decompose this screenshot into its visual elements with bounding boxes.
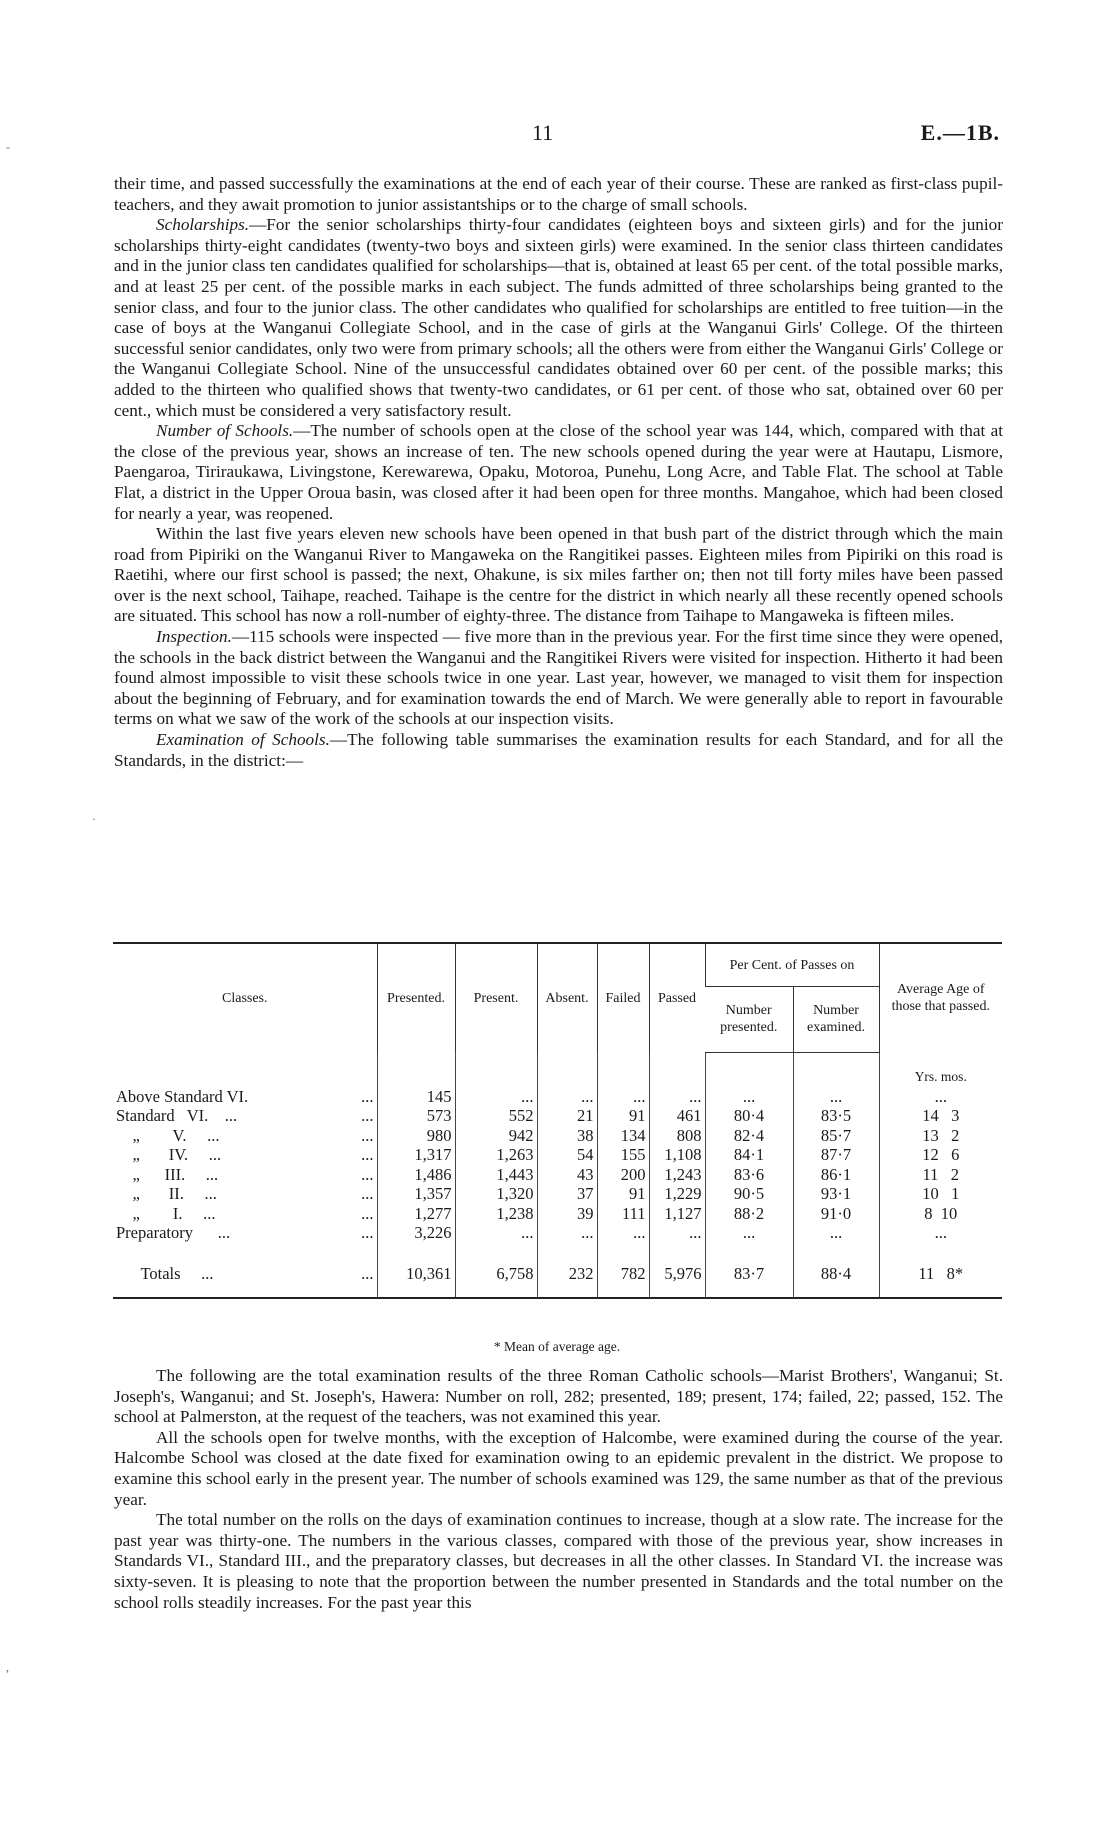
- paragraph: [114, 524, 1003, 627]
- class-label: [113, 1184, 377, 1204]
- leader-dots: ...: [361, 1106, 374, 1125]
- scan-mark: ,: [6, 1660, 9, 1674]
- cell-pct-presented: 90·5: [705, 1184, 793, 1204]
- cell-present: 1,320: [455, 1184, 537, 1204]
- cell-absent: 43: [537, 1165, 597, 1185]
- cell-failed: 111: [597, 1204, 649, 1224]
- col-header-absent: Absent.: [537, 943, 597, 1052]
- paragraph-text: Within the last five years eleven new schools have been opened in that bush part of the district through which the main road from Pipiriki on the Wanganui River to Mangaweka on the Rangitikei passes. Eighteen miles from Pipiriki on this road is Raetihi, where our first school is passed; the next, Ohakune, is six miles farther on; then not till forty miles have been passed over is the next school, Taihape, reached. Taihape is the centre for the district in which nearly all these recently opened schools are situated. This school has now a roll-number of eighty-three. The distance from Taihape to Mangaweka is fifteen miles.: [114, 524, 1003, 626]
- cell-present: 1,238: [455, 1204, 537, 1224]
- leader-dots: ...: [361, 1125, 374, 1145]
- cell-age: 10 1: [879, 1184, 1002, 1204]
- class-name: Preparatory ...: [116, 1223, 231, 1242]
- table-row: [113, 1204, 1002, 1224]
- cell-present: ...: [455, 1223, 537, 1243]
- cell-present: 1,443: [455, 1165, 537, 1185]
- cell-absent: 21: [537, 1106, 597, 1126]
- cell-pct-presented: ...: [705, 1087, 793, 1107]
- cell-failed: 155: [597, 1145, 649, 1165]
- col-header-average-age: Average Age of those that passed.: [879, 943, 1002, 1052]
- cell-pct-examined: 91·0: [793, 1204, 879, 1224]
- cell-pct-presented: 84·1: [705, 1145, 793, 1165]
- cell-age: 13 2: [879, 1126, 1002, 1146]
- col-header-failed: Failed: [597, 943, 649, 1052]
- cell-pct-presented: 83·6: [705, 1165, 793, 1185]
- cell-failed: 134: [597, 1126, 649, 1146]
- cell-pct-examined: 86·1: [793, 1165, 879, 1185]
- cell-presented: 145: [377, 1087, 455, 1107]
- class-label: [113, 1087, 377, 1107]
- col-header-per-cent-group: Per Cent. of Passes on: [705, 943, 879, 987]
- cell-age: ...: [879, 1223, 1002, 1243]
- cell-absent: 39: [537, 1204, 597, 1224]
- paragraph: [114, 215, 1003, 421]
- section-heading: Examination of Schools.: [156, 730, 330, 750]
- paragraph-text: The total number on the rolls on the days of examination continues to increase, though at a slow rate. The increase for the past year was thirty-one. The numbers in the various classes, compared with those of the previous year, show increases in Standards VI., Standard III., and the preparatory classes, but decreases in all the other classes. In Standard VI. the increase was sixty-seven. It is pleasing to note that the proportion between the number presented in Standards and the total number on the school rolls steadily increases. For the past year this: [114, 1510, 1003, 1612]
- class-name: „ II. ...: [116, 1184, 217, 1203]
- class-name: „ IV. ...: [116, 1145, 222, 1164]
- leader-dots: ...: [361, 1145, 374, 1164]
- cell-pct-examined: 87·7: [793, 1145, 879, 1165]
- col-header-classes: Classes.: [113, 943, 377, 1052]
- cell-failed: 91: [597, 1106, 649, 1126]
- totals-row: [113, 1251, 1002, 1298]
- cell-age: 8 10: [879, 1204, 1002, 1224]
- cell-passed: ...: [649, 1223, 705, 1243]
- paragraph: [114, 730, 1003, 771]
- cell-absent: 38: [537, 1126, 597, 1146]
- examination-results-table: [113, 942, 1002, 1299]
- cell-passed: 1,127: [649, 1204, 705, 1224]
- paragraph: [114, 421, 1003, 524]
- col-header-presented: Presented.: [377, 943, 455, 1052]
- cell-failed: ...: [597, 1087, 649, 1107]
- class-label: [113, 1204, 377, 1224]
- cell-passed: 5,976: [649, 1251, 705, 1298]
- col-header-passed: Passed: [649, 943, 705, 1052]
- paragraph-text: —The following table summarises the examination results for each Standard, and for all the Standards, in the district:—: [114, 730, 1004, 770]
- paragraph: [114, 174, 1003, 215]
- cell-passed: ...: [649, 1087, 705, 1107]
- leader-dots: ...: [361, 1263, 374, 1283]
- table-footnote: * Mean of average age.: [493, 1339, 621, 1354]
- cell-pct-presented: 83·7: [705, 1251, 793, 1298]
- cell-age: 11 2: [879, 1165, 1002, 1185]
- age-units: Yrs. mos.: [879, 1052, 1002, 1087]
- section-heading: Scholarships.: [156, 215, 250, 235]
- spacer-row: [113, 1243, 1002, 1251]
- table-row: [113, 1145, 1002, 1165]
- table-row: [113, 1165, 1002, 1185]
- table-row: [113, 1087, 1002, 1107]
- class-label: [113, 1106, 377, 1126]
- cell-pct-presented: 82·4: [705, 1126, 793, 1146]
- cell-absent: 54: [537, 1145, 597, 1165]
- class-label: [113, 1251, 377, 1298]
- leader-dots: ...: [361, 1203, 374, 1223]
- units-row: [113, 1052, 1002, 1087]
- cell-pct-examined: ...: [793, 1087, 879, 1107]
- class-name: „ V. ...: [116, 1125, 220, 1145]
- scan-mark: ·: [92, 812, 96, 826]
- cell-failed: 782: [597, 1251, 649, 1298]
- class-label: [113, 1165, 377, 1185]
- class-name: Above Standard VI.: [116, 1086, 249, 1106]
- cell-pct-examined: 93·1: [793, 1184, 879, 1204]
- cell-passed: 1,108: [649, 1145, 705, 1165]
- cell-present: 552: [455, 1106, 537, 1126]
- scan-mark: -: [6, 140, 10, 154]
- page-header: [112, 120, 1000, 160]
- cell-presented: 980: [377, 1126, 455, 1146]
- body-text-top: [114, 174, 1003, 771]
- cell-failed: 91: [597, 1184, 649, 1204]
- cell-presented: 1,317: [377, 1145, 455, 1165]
- document-reference: E.—1B.: [920, 120, 1000, 145]
- class-name: Totals ...: [116, 1263, 214, 1283]
- cell-absent: 232: [537, 1251, 597, 1298]
- paragraph-text: —For the senior scholarships thirty-four candidates (eighteen boys and sixteen girls) and for the junior scholarships thirty-eight candidates (twenty-two boys and sixteen girls) were examined. In the senior class thirteen candidates and in the junior class ten candidates qualified for scholarships—that is, obtained at least 65 per cent. of the total possible marks, and at least 25 per cent. of the possible marks in each subject. The funds admitted of three scholarships being granted to the senior class, and four to the junior class. The other candidates who qualified for scholarships are entitled to free tuition—in the case of boys at the Wanganui Collegiate School, and in the case of girls at the Wanganui Girls' College. Of the thirteen successful senior candidates, only two were from primary schools; all the others were from either the Wanganui Girls' College or the Wanganui Collegiate School. Nine of the unsuccessful candidates obtained over 60 per cent. of the possible marks; this added to the thirteen who qualified shows that twenty-two candidates, or 61 per cent. of those who sat, obtained over 60 per cent., which must be considered a very satisfactory result.: [114, 215, 1003, 420]
- leader-dots: ...: [361, 1164, 374, 1184]
- section-heading: Number of Schools.: [156, 421, 294, 441]
- table-row: [113, 1184, 1002, 1204]
- paragraph-text: All the schools open for twelve months, with the exception of Halcombe, were examined during the course of the year. Halcombe School was closed at the date fixed for examination owing to an epidemic prevalent in the district. We propose to examine this school early in the present year. The number of schools examined was 129, the same number as that of the previous year.: [114, 1427, 1003, 1509]
- paragraph-text: —The number of schools open at the close of the school year was 144, which, compared with that at the close of the previous year, shows an increase of ten. The new schools opened during the year were at Hautapu, Lismore, Paengaroa, Tiriraukawa, Livingstone, Kerewarewa, Opaku, Motoroa, Punehu, Long Acre, and Table Flat. The school at Table Flat, a district in the Upper Oroua basin, was closed after it had been open for three months. Mangahoe, which had been closed for nearly a year, was reopened.: [114, 421, 1003, 523]
- cell-presented: 1,357: [377, 1184, 455, 1204]
- cell-pct-examined: ...: [793, 1223, 879, 1243]
- cell-absent: 37: [537, 1184, 597, 1204]
- cell-present: 6,758: [455, 1251, 537, 1298]
- cell-pct-presented: ...: [705, 1223, 793, 1243]
- cell-age: 14 3: [879, 1106, 1002, 1126]
- paragraph: [114, 1428, 1003, 1510]
- cell-passed: 461: [649, 1106, 705, 1126]
- cell-presented: 1,486: [377, 1165, 455, 1185]
- paragraph: [114, 627, 1003, 730]
- class-label: [113, 1223, 377, 1243]
- cell-present: 942: [455, 1126, 537, 1146]
- table-row: [113, 1126, 1002, 1146]
- col-header-present: Present.: [455, 943, 537, 1052]
- page-number: 11: [532, 120, 554, 145]
- table-row: [113, 1106, 1002, 1126]
- cell-age: 12 6: [879, 1145, 1002, 1165]
- cell-pct-examined: 83·5: [793, 1106, 879, 1126]
- cell-pct-examined: 85·7: [793, 1126, 879, 1146]
- leader-dots: ...: [361, 1223, 374, 1242]
- cell-pct-presented: 80·4: [705, 1106, 793, 1126]
- paragraph: [114, 1510, 1003, 1613]
- section-heading: Inspection.: [156, 627, 232, 647]
- class-name: Standard VI. ...: [116, 1106, 238, 1125]
- paragraph-text: their time, and passed successfully the examinations at the end of each year of their course. These are ranked as first-class pupil-teachers, and they await promotion to junior assistantships or to the charge of small schools.: [114, 174, 1003, 214]
- cell-age: ...: [879, 1087, 1002, 1107]
- paragraph-text: —115 schools were inspected — five more than in the previous year. For the first time since they were opened, the schools in the back district between the Wanganui and the Rangitikei Rivers were visited for inspection. Hitherto it had been found almost impossible to visit these schools twice in one year. Last year, however, we managed to visit them for inspection about the beginning of February, and for examination towards the end of March. We were generally able to report in favourable terms on what we saw of the work of the schools at our inspection visits.: [114, 627, 1003, 729]
- col-header-number-presented: Number presented.: [705, 987, 793, 1052]
- cell-absent: ...: [537, 1087, 597, 1107]
- cell-passed: 1,229: [649, 1184, 705, 1204]
- leader-dots: ...: [361, 1086, 374, 1106]
- cell-pct-examined: 88·4: [793, 1251, 879, 1298]
- cell-passed: 808: [649, 1126, 705, 1146]
- paragraph-text: The following are the total examination results of the three Roman Catholic schools—Marist Brothers', Wanganui; St. Joseph's, Wanganui; and St. Joseph's, Hawera: Number on roll, 282; presented, 189; present, 174; failed, 22; passed, 152. The school at Palmerston, at the request of the teachers, was not examined this year.: [114, 1366, 1003, 1427]
- cell-absent: ...: [537, 1223, 597, 1243]
- cell-failed: ...: [597, 1223, 649, 1243]
- leader-dots: ...: [361, 1184, 374, 1203]
- cell-present: ...: [455, 1087, 537, 1107]
- cell-age: 11 8*: [879, 1251, 1002, 1298]
- paragraph: [114, 1366, 1003, 1428]
- cell-presented: 1,277: [377, 1204, 455, 1224]
- class-label: [113, 1145, 377, 1165]
- cell-presented: 3,226: [377, 1223, 455, 1243]
- cell-presented: 573: [377, 1106, 455, 1126]
- class-name: „ I. ...: [116, 1203, 216, 1223]
- class-name: „ III. ...: [116, 1164, 219, 1184]
- cell-present: 1,263: [455, 1145, 537, 1165]
- class-label: [113, 1126, 377, 1146]
- cell-passed: 1,243: [649, 1165, 705, 1185]
- body-text-bottom: [114, 1366, 1003, 1613]
- cell-pct-presented: 88·2: [705, 1204, 793, 1224]
- cell-presented: 10,361: [377, 1251, 455, 1298]
- col-header-number-examined: Number examined.: [793, 987, 879, 1052]
- table-row: [113, 1223, 1002, 1243]
- cell-failed: 200: [597, 1165, 649, 1185]
